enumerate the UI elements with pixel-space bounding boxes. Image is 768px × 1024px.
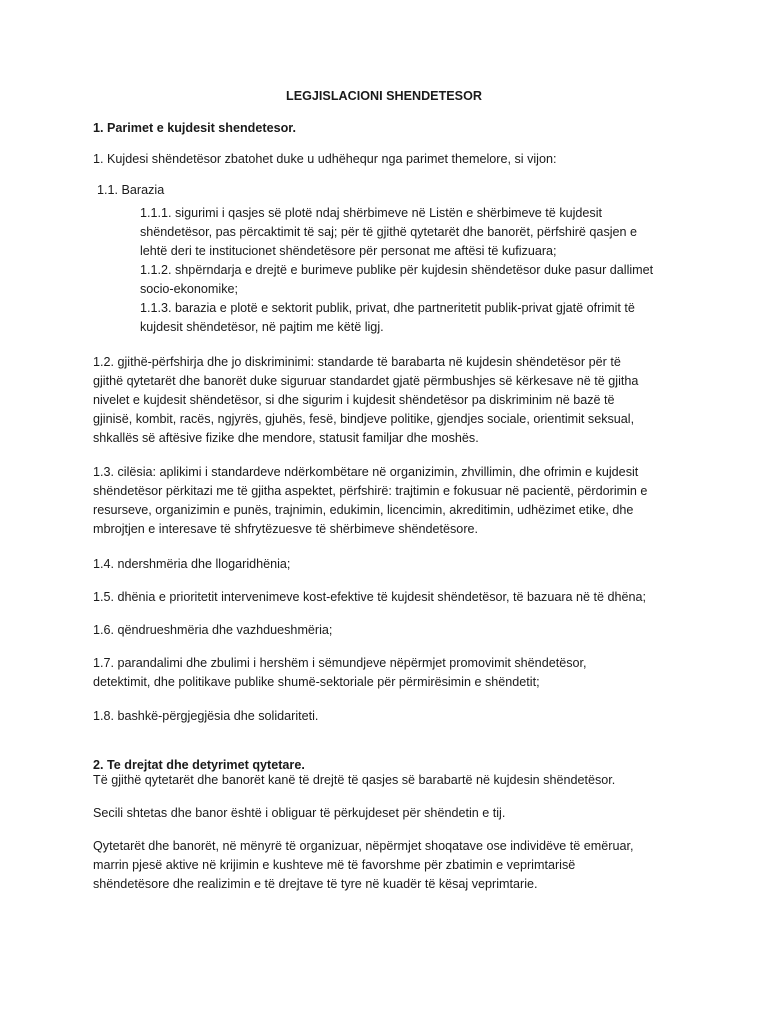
text-line: lehtë deri te institucionet shëndetësore për personat me aftësi të kufizuara; — [140, 244, 557, 258]
text-line: kujdesit shëndetësor, në pajtim me këtë ligj. — [140, 320, 384, 334]
text-line: nivelet e kujdesit shëndetësor, si dhe sigurim i kujdesit shëndetësor pa diskriminim në bazë të — [93, 393, 615, 407]
text-line: shëndetësore dhe realizimin e të drejtave të tyre në kuadër të kësaj veprimtarie. — [93, 877, 538, 891]
principle-1-4: 1.4. ndershmëria dhe llogaridhënia; — [93, 557, 291, 571]
section-heading-2: 2. Te drejtat dhe detyrimet qytetare. — [93, 758, 305, 772]
text-line: socio-ekonomike; — [140, 282, 238, 296]
text-line: 1.2. gjithë-përfshirja dhe jo diskriminimi: standarde të barabarta në kujdesin shëndetësor për të — [93, 355, 621, 369]
section-2-paragraph-3 — [93, 837, 683, 894]
text-line: shëndetësor, pas përcaktimit të saj; për të gjithë qytetarët dhe banorët, përfshirë qasjen e — [140, 225, 638, 239]
principle-1-1-label: 1.1. Barazia — [97, 183, 165, 197]
text-line: mbrojtjen e interesave të shfrytëzuesve të shërbimeve shëndetësore. — [93, 522, 479, 536]
principle-1-1-subitems — [140, 204, 680, 337]
section-2-paragraph-1: Të gjithë qytetarët dhe banorët kanë të drejtë të qasjes së barabartë në kujdesin shëndetësor. — [93, 773, 616, 787]
text-line: marrin pjesë aktive në krijimin e kushteve më të favorshme për zbatimin e veprimtarisë — [93, 858, 576, 872]
text-line: 1.1.1. sigurimi i qasjes së plotë ndaj shërbimeve në Listën e shërbimeve të kujdesit — [140, 206, 603, 220]
text-line: gjithë qytetarët dhe banorët duke siguruar standardet gjatë përmbushjes së kërkesave në të gjitha — [93, 374, 639, 388]
page-title: LEGJISLACIONI SHENDETESOR — [286, 89, 482, 103]
text-line: shëndetësor përkitazi me të gjitha aspektet, përfshirë: trajtimin e fokusuar në pacientë, përdorimin e — [93, 484, 648, 498]
principle-1-8: 1.8. bashkë-përgjegjësia dhe solidariteti. — [93, 709, 319, 723]
text-line: shkallës së aftësive fizike dhe mendore, statusit familjar dhe moshës. — [93, 431, 479, 445]
text-line: 1.1.2. shpërndarja e drejtë e burimeve publike për kujdesin shëndetësor duke pasur dallimet — [140, 263, 654, 277]
text-line: 1.7. parandalimi dhe zbulimi i hershëm i sëmundjeve nëpërmjet promovimit shëndetësor, — [93, 656, 587, 670]
section-heading-1: 1. Parimet e kujdesit shendetesor. — [93, 121, 296, 135]
text-line: 1.3. cilësia: aplikimi i standardeve ndërkombëtare në organizimin, zhvillimin, dhe ofrimin e kujdesit — [93, 465, 639, 479]
text-line: detektimit, dhe politikave publike shumë-sektoriale për përmirësimin e shëndetit; — [93, 675, 540, 689]
text-line: Qytetarët dhe banorët, në mënyrë të organizuar, nëpërmjet shoqatave ose individëve të emëruar, — [93, 839, 634, 853]
section-1-intro: 1. Kujdesi shëndetësor zbatohet duke u udhëhequr nga parimet themelore, si vijon: — [93, 152, 557, 166]
text-line: gjinisë, kombit, racës, ngjyrës, gjuhës, fesë, bindjeve politike, gjendjes sociale, orientimit seksual, — [93, 412, 635, 426]
text-line: resurseve, organizimin e punës, trajnimin, edukimin, licencimin, akreditimin, udhëzimet etike, dhe — [93, 503, 634, 517]
principle-1-2-paragraph — [93, 353, 683, 448]
principle-1-5: 1.5. dhënia e prioritetit intervenimeve kost-efektive të kujdesit shëndetësor, të bazuara në të dhëna; — [93, 590, 647, 604]
principle-1-7-paragraph — [93, 654, 683, 692]
text-line: 1.1.3. barazia e plotë e sektorit publik, privat, dhe partneritetit publik-privat gjatë ofrimit të — [140, 301, 635, 315]
principle-1-6: 1.6. qëndrueshmëria dhe vazhdueshmëria; — [93, 623, 333, 637]
section-2-paragraph-2: Secili shtetas dhe banor është i obliguar të përkujdeset për shëndetin e tij. — [93, 806, 506, 820]
principle-1-3-paragraph — [93, 463, 683, 539]
